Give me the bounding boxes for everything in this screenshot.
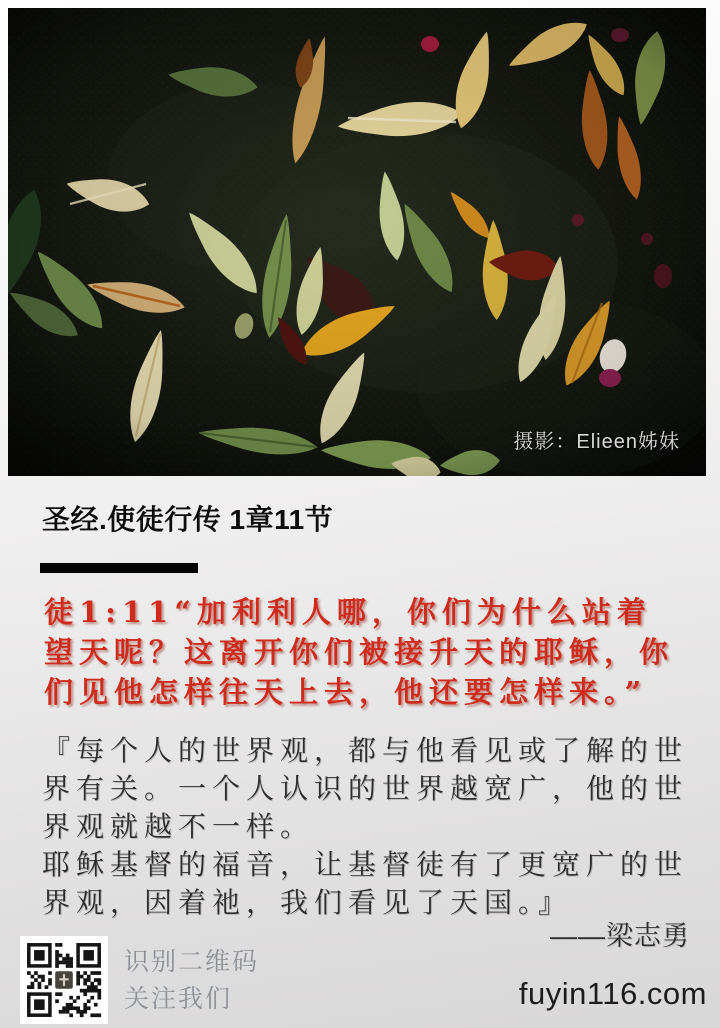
- commentary-paragraph-1: [42, 732, 702, 846]
- qr-center-logo: [55, 971, 73, 989]
- title-underline-bar: [40, 563, 198, 573]
- scripture-line-1: 徒1:11“加利利人哪，你们为什么站着: [44, 595, 652, 629]
- scripture-quote: [44, 592, 694, 712]
- commentary-1-line-1: 『每个人的世界观，都与他看见或了解的世: [42, 735, 689, 766]
- commentary-1-line-3: 界观就越不一样。: [42, 811, 315, 842]
- commentary-1-line-2: 界有关。一个人认识的世界越宽广，他的世: [42, 773, 689, 804]
- commentary-2-line-2: 界观，因着祂，我们看见了天国。』: [42, 887, 573, 918]
- qr-caption-line-1: 识别二维码: [124, 948, 260, 976]
- author-attribution: ——梁志勇: [550, 921, 690, 951]
- qr-code-graphic: [20, 936, 108, 1024]
- leaves-photo: [8, 8, 706, 476]
- commentary-2-line-1: 耶稣基督的福音，让基督徒有了更宽广的世: [42, 849, 689, 880]
- scripture-line-2: 望天呢？这离开你们被接升天的耶稣，你: [44, 635, 675, 669]
- leaves-illustration: [8, 8, 706, 476]
- qr-caption-line-2: 关注我们: [124, 985, 233, 1013]
- commentary-paragraph-2: [42, 846, 702, 922]
- scripture-line-3: 们见他怎样往天上去，他还要怎样来。”: [44, 675, 648, 709]
- qr-code: [20, 936, 108, 1024]
- page-title: 圣经.使徒行传 1章11节: [42, 504, 334, 535]
- qr-caption: [124, 944, 259, 1018]
- website-url: fuyin116.com: [518, 976, 707, 1011]
- photo-credit: 摄影：Elieen姊妹: [513, 431, 680, 453]
